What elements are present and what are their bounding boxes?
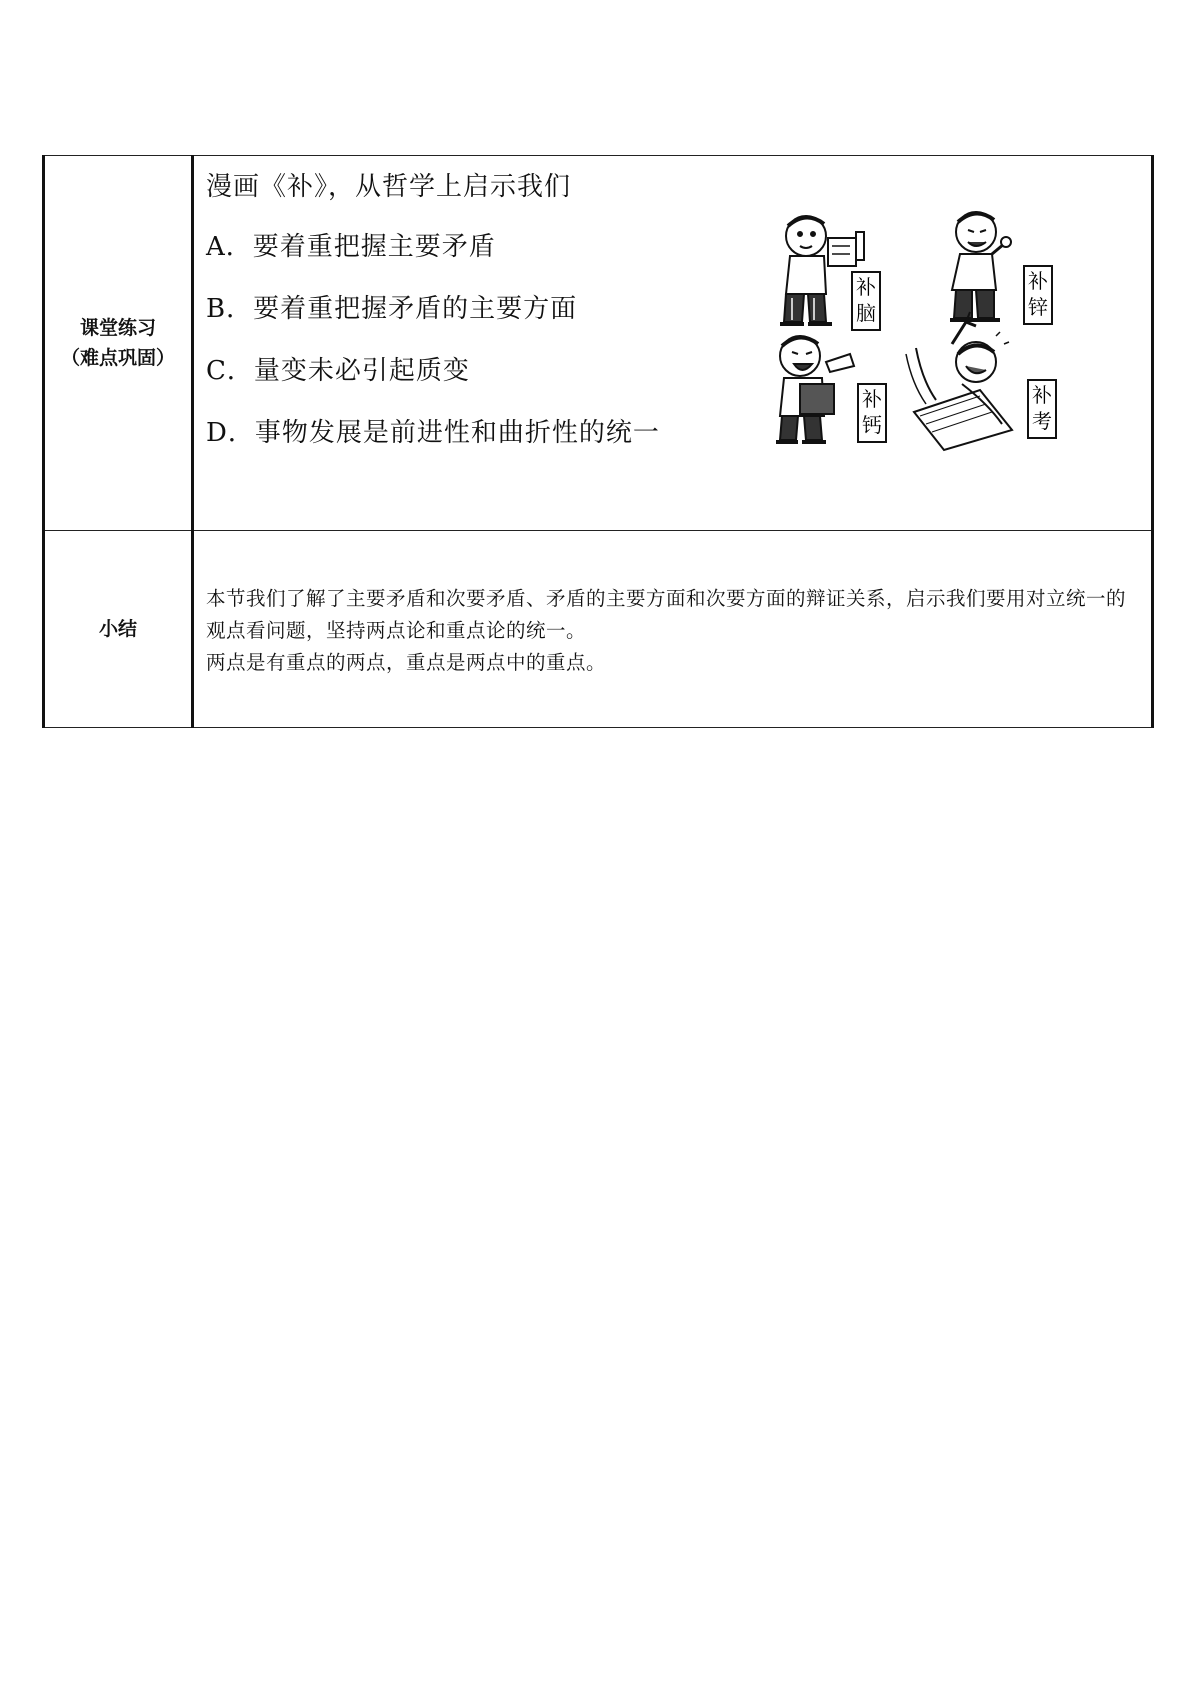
tag-zinc-1: 补	[1028, 269, 1048, 293]
exercise-label: 课堂练习	[79, 317, 156, 339]
tag-brain-2: 脑	[856, 301, 876, 325]
option-b: B．要着重把握矛盾的主要方面	[206, 294, 578, 324]
exercise-sublabel: （难点巩固）	[60, 347, 175, 369]
tag-zinc-2: 锌	[1028, 295, 1048, 319]
tag-exam-2: 考	[1032, 409, 1052, 433]
summary-text	[194, 531, 1151, 679]
cartoon-illustration	[766, 194, 1096, 464]
tag-exam-1: 补	[1032, 383, 1052, 407]
summary-content-cell	[193, 531, 1153, 728]
lesson-table	[42, 155, 1154, 728]
exercise-label-cell	[44, 156, 193, 531]
summary-paragraph-2: 两点是有重点的两点，重点是两点中的重点。	[206, 651, 607, 674]
summary-label: 小结	[98, 618, 137, 640]
option-d: D．事物发展是前进性和曲折性的统一	[206, 418, 660, 448]
tag-calcium-2: 钙	[862, 413, 882, 437]
summary-label-cell	[44, 531, 193, 728]
option-a: A．要着重把握主要矛盾	[206, 232, 496, 262]
tag-calcium-1: 补	[862, 387, 882, 411]
option-c: C．量变未必引起质变	[206, 356, 470, 386]
exercise-content-cell	[193, 156, 1153, 531]
question-stem: 漫画《补》，从哲学上启示我们	[206, 172, 572, 202]
summary-paragraph-1: 本节我们了解了主要矛盾和次要矛盾、矛盾的主要方面和次要方面的辩证关系，启示我们要用对立统一的观点看问题，坚持两点论和重点论的统一。	[206, 587, 1127, 642]
exercise-row	[44, 156, 1153, 531]
summary-row	[44, 531, 1153, 728]
tag-brain-1: 补	[856, 275, 876, 299]
